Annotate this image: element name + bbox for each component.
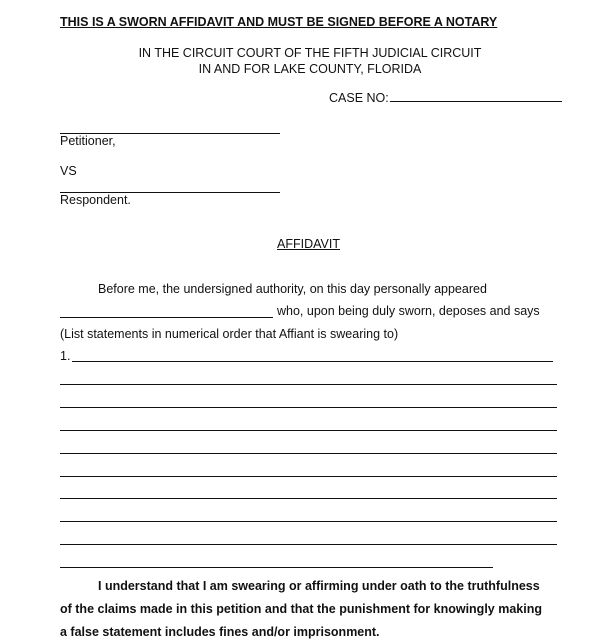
case-number-field[interactable]: [329, 90, 562, 105]
appeared-statement: Before me, the undersigned authority, on this day personally appeared: [98, 282, 487, 296]
statement-line[interactable]: [60, 384, 557, 385]
understand-line: a false statement includes fines and/or imprisonment.: [60, 625, 380, 639]
statement-line[interactable]: [60, 567, 493, 568]
sworn-statement: who, upon being duly sworn, deposes and says: [277, 304, 540, 318]
respondent-label: Respondent.: [60, 193, 131, 207]
statement-line[interactable]: [60, 407, 557, 408]
court-name-line: IN THE CIRCUIT COURT OF THE FIFTH JUDICIAL CIRCUIT: [138, 46, 482, 60]
statement-number: 1.: [60, 349, 71, 363]
case-number-blank[interactable]: [390, 90, 562, 102]
affidavit-title: AFFIDAVIT: [277, 237, 340, 251]
statement-line[interactable]: [60, 430, 557, 431]
understand-line: I understand that I am swearing or affirming under oath to the truthfulness: [98, 579, 540, 593]
understand-line: of the claims made in this petition and that the punishment for knowingly making: [60, 602, 542, 616]
statement-line[interactable]: [60, 544, 557, 545]
county-line: IN AND FOR LAKE COUNTY, FLORIDA: [198, 62, 422, 76]
statement-line[interactable]: [60, 476, 557, 477]
statement-line[interactable]: [60, 453, 557, 454]
versus-label: VS: [60, 164, 77, 178]
case-number-label: CASE NO:: [329, 91, 389, 105]
understand-paragraph: [60, 575, 560, 644]
notary-warning-heading: THIS IS A SWORN AFFIDAVIT AND MUST BE SIGNED BEFORE A NOTARY: [60, 15, 498, 29]
petitioner-label: Petitioner,: [60, 134, 116, 148]
statement-line[interactable]: [60, 521, 557, 522]
statement-line[interactable]: [72, 361, 553, 362]
instruction-text: (List statements in numerical order that Affiant is swearing to): [60, 327, 399, 341]
statement-line[interactable]: [60, 498, 557, 499]
affiant-name-blank[interactable]: [60, 317, 273, 318]
